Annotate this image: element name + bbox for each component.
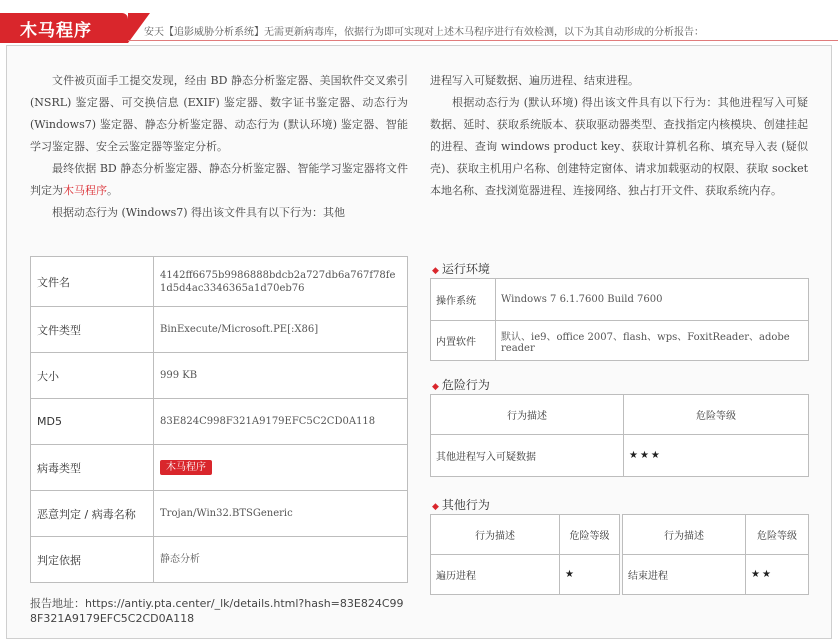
filename-label: 文件名 (31, 257, 154, 307)
table-row (431, 435, 809, 477)
env-title-text: 运行环境 (441, 262, 490, 276)
analysis-paragraph-default-env: 根据动态行为 (默认环境) 得出该文件具有以下行为：其他进程写入可疑数据、延时、获取系统版本、获取驱动器类型、查找指定内核模块、创建挂起的进程、查询 windows product key、获取计算机名称、填充导入表 (疑似壳)、获取主机用户名称、创建特定窗体、请求加载驱动的权限、获取 socket 本地名称、查找浏览器进程、连接网络、独占打开文件、获取系统内存。 (430, 96, 808, 197)
analysis-left (30, 70, 408, 224)
analysis-continuation: 进程写入可疑数据、遍历进程、结束进程。 (430, 74, 639, 87)
other-left-desc: 遍历进程 (431, 555, 560, 595)
section-badge: 木马程序 (20, 21, 92, 41)
danger-col-desc: 行为描述 (431, 395, 624, 435)
other-right-desc: 结束进程 (623, 555, 746, 595)
table-row (431, 515, 620, 555)
env-table (430, 278, 809, 361)
other-right-level: ★★ (746, 555, 809, 595)
table-row (31, 491, 408, 537)
virus-type-label: 病毒类型 (31, 445, 154, 491)
virus-type-badge: 木马程序 (160, 460, 212, 475)
md5-value: 83E824C998F321A9179EFC5C2CD0A118 (154, 399, 408, 445)
malware-name-value: Trojan/Win32.BTSGeneric (154, 491, 408, 537)
md5-label: MD5 (31, 399, 154, 445)
other-left-col-level: 危险等级 (560, 515, 620, 555)
file-info-table (30, 256, 408, 583)
env-section-title (432, 260, 490, 277)
other-right-col-level: 危险等级 (746, 515, 809, 555)
filename-value: 4142ff6675b9986888bdcb2a727db6a767f78fe1d5d4ac3346365a1d70eb76 (154, 257, 408, 307)
table-row (431, 321, 809, 361)
bullet-icon: ◆ (432, 266, 439, 276)
verdict-highlight: 木马程序 (63, 184, 107, 197)
table-row (31, 257, 408, 307)
danger-section-title (432, 376, 490, 393)
table-row (623, 515, 809, 555)
table-row (431, 395, 809, 435)
analysis-paragraph-1: 文件被页面手工提交发现，经由 BD 静态分析鉴定器、美国软件交叉索引 (NSRL) 鉴定器、可交换信息 (EXIF) 鉴定器、数字证书鉴定器、动态行为 (Windows7) 鉴定器、静态分析鉴定器、动态行为 (默认环境) 鉴定器、智能学习鉴定器、安全云鉴定器等鉴定分析。 (30, 74, 408, 153)
danger-table (430, 394, 809, 477)
size-label: 大小 (31, 353, 154, 399)
basis-label: 判定依据 (31, 537, 154, 583)
other-section-title (432, 496, 490, 513)
other-table-right (622, 514, 809, 595)
basis-value: 静态分析 (154, 537, 408, 583)
table-row (623, 555, 809, 595)
header-divider (128, 40, 838, 41)
other-left-col-desc: 行为描述 (431, 515, 560, 555)
other-title-text: 其他行为 (441, 498, 490, 512)
table-row (31, 307, 408, 353)
analysis-paragraph-2 (30, 158, 408, 202)
software-value: 默认、ie9、office 2007、flash、wps、FoxitReader、adobe reader (496, 321, 809, 361)
table-row (431, 555, 620, 595)
verdict-text: 最终依据 BD 静态分析鉴定器、静态分析鉴定器、智能学习鉴定器将文件判定为 (30, 162, 408, 197)
table-row (431, 279, 809, 321)
other-right-col-desc: 行为描述 (623, 515, 746, 555)
filetype-label: 文件类型 (31, 307, 154, 353)
software-label: 内置软件 (431, 321, 496, 361)
header-banner (0, 0, 838, 40)
table-row (31, 353, 408, 399)
table-row (31, 537, 408, 583)
virus-type-cell (154, 445, 408, 491)
malware-name-label: 恶意判定 / 病毒名称 (31, 491, 154, 537)
os-label: 操作系统 (431, 279, 496, 321)
analysis-right (430, 70, 808, 202)
danger-col-level: 危险等级 (624, 395, 809, 435)
danger-title-text: 危险行为 (441, 378, 490, 392)
intro-text: 安天【追影威胁分析系统】无需更新病毒库，依据行为即可实现对上述木马程序进行有效检测，以下为其自动形成的分析报告： (144, 27, 704, 38)
bullet-icon: ◆ (432, 502, 439, 512)
other-table-left (430, 514, 620, 595)
analysis-paragraph-3: 根据动态行为 (Windows7) 得出该文件具有以下行为：其他 (52, 206, 346, 219)
os-value: Windows 7 6.1.7600 Build 7600 (496, 279, 809, 321)
bullet-icon: ◆ (432, 382, 439, 392)
table-row (31, 399, 408, 445)
danger-level: ★★★ (624, 435, 809, 477)
size-value: 999 KB (154, 353, 408, 399)
table-row (31, 445, 408, 491)
verdict-end: 。 (107, 184, 118, 197)
other-left-level: ★ (560, 555, 620, 595)
filetype-value: BinExecute/Microsoft.PE[:X86] (154, 307, 408, 353)
danger-desc: 其他进程写入可疑数据 (431, 435, 624, 477)
report-url: 报告地址：https://antiy.pta.center/_lk/details.html?hash=83E824C998F321A9179EFC5C2CD0A118 (30, 597, 404, 625)
